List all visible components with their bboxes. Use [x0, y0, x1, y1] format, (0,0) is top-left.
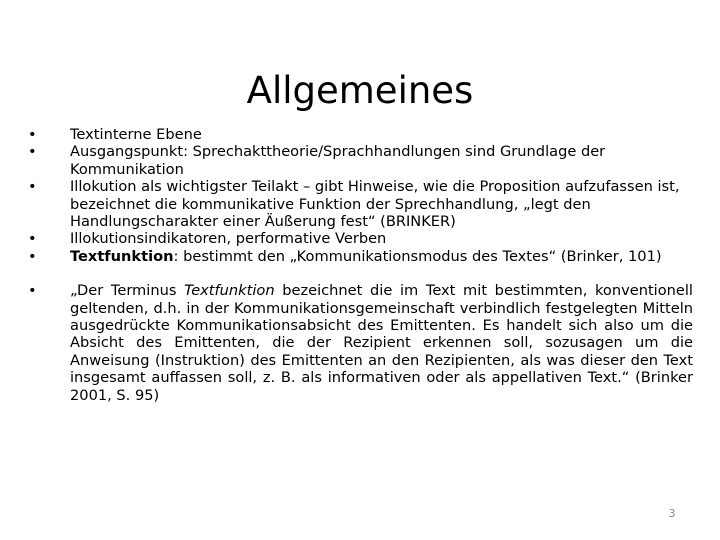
quote-prefix: „Der Terminus — [70, 282, 185, 300]
bullet-item-illokution — [28, 178, 693, 230]
bullet-icon: • — [28, 282, 37, 300]
bullet-item-brinker-quote — [28, 282, 693, 404]
quote-body: bezeichnet die im Text mit bestimmten, konventionell geltenden, d.h. in der Kommunikationsgemeinschaft verbindlich festgelegten Mitteln ausgedrückte Kommunikationsabsicht des Emittenten. Es handelt sich also um die Absicht des Emittenten, die der Rezipient erkennen soll, sozusagen um die Anweisung (Instruktion) des Emittenten an den Rezipienten, als was dieser den Text insgesamt auffassen soll, z. B. als informativen oder als appellativen Text.“ (Brinker 2001, S. 95) — [70, 282, 693, 404]
bullet-text: Illokutionsindikatoren, performative Verben — [70, 230, 387, 248]
bullet-text: Ausgangspunkt: Sprechakttheorie/Sprachhandlungen sind Grundlage der Kommunikation — [70, 143, 606, 178]
bullet-item-illokutionsindikatoren — [28, 230, 693, 247]
bullet-text: Illokution als wichtigster Teilakt – gibt Hinweise, wie die Proposition aufzufassen ist, bezeichnet die kommunikative Funktion der Sprechhandlung, „legt den Handlungscharakter einer Äußerung fest“ (BRINKER) — [70, 178, 680, 231]
quote-italic-term: Textfunktion — [184, 282, 275, 300]
slide-title: Allgemeines — [246, 68, 474, 112]
bullet-icon: • — [28, 247, 37, 265]
bullet-text — [70, 248, 662, 265]
page-number: 3 — [668, 507, 676, 520]
bullet-icon: • — [28, 143, 37, 161]
textfunktion-definition: : bestimmt den „Kommunikationsmodus des Textes“ (Brinker, 101) — [173, 247, 662, 265]
bullet-list — [28, 126, 693, 404]
bullet-item-ausgangspunkt — [28, 143, 693, 178]
bullet-icon: • — [28, 126, 37, 143]
bullet-item-textinterne-ebene — [28, 126, 693, 143]
bullet-icon: • — [28, 178, 37, 196]
bullet-text: Textinterne Ebene — [70, 126, 202, 143]
textfunktion-term: Textfunktion — [70, 247, 174, 265]
bullet-item-textfunktion — [28, 248, 693, 265]
quote-text — [70, 282, 693, 403]
bullet-icon: • — [28, 230, 37, 248]
